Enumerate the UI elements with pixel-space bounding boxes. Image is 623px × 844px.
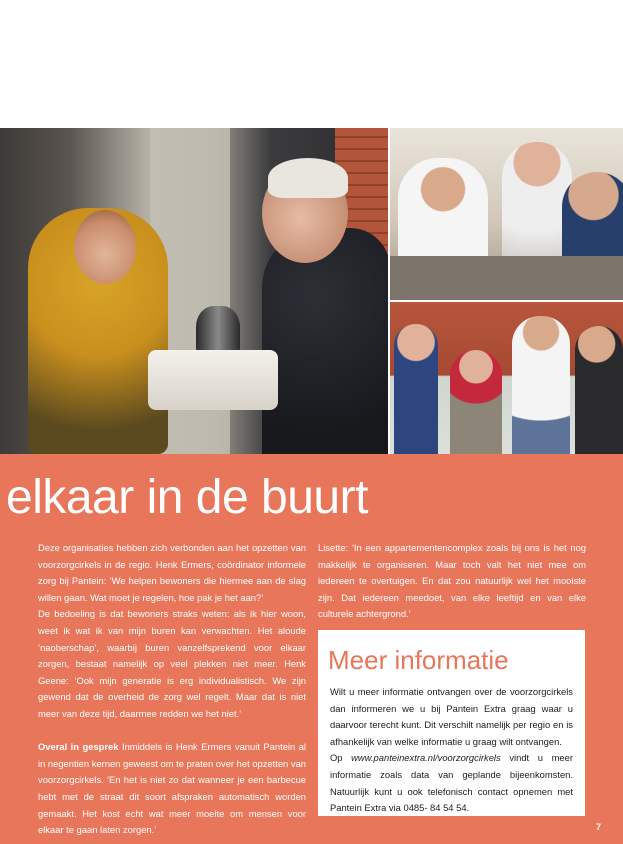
paragraph (38, 739, 306, 839)
serving-tray (148, 350, 278, 410)
photo-neighbours-at-door (0, 128, 388, 454)
man-hair (268, 158, 348, 198)
info-title: Meer informatie (328, 645, 509, 675)
table (390, 256, 623, 300)
article-column-right (318, 540, 586, 623)
page-number: 7 (596, 822, 602, 832)
info-box (318, 630, 585, 816)
photo-strip (0, 128, 623, 454)
paragraph: Lisette: ‘In een appartementencomplex zoals bij ons is het nog makkelijk te organiseren. Maar toch valt het niet mee om iedereen te overtuigen. En dat zou natuurlijk wel het mooiste zijn. Dat iedereen meedoet, van elke leeftijd en van elke culturele achtergrond.’ (318, 542, 586, 620)
photo-people-at-table (390, 128, 623, 300)
paragraph-body: Inmiddels is Henk Ermers vanuit Pantein al in negentien kernen geweest om te praten over het opzetten van voorzorgcirkels. ‘En het is niet zo dat wanneer je een barbecue hebt met de straat dit soort afspraken automatisch worden gemaakt. Het kost echt wat meer moeite om mensen voor elkaar te gaan laten zorgen.’ (38, 741, 306, 836)
person-black-jacket (575, 326, 623, 454)
person-red-scarf (450, 350, 502, 454)
info-text-prefix: Op (330, 752, 352, 764)
photo-group-outside (390, 302, 623, 454)
info-text (330, 750, 573, 816)
subheading: Overal in gesprek (38, 741, 119, 753)
paragraph: De bedoeling is dat bewoners straks weten: als ik hier woon, weet ik wat ik van mijn buren kan verwachten. Het aloude ‘naoberschap’, waarbij buren vanzelfsprekend voor elkaar zorgen, bestaat namelijk op veel plekken niet meer. Henk Geene: ‘Ook mijn generatie is erg individualistisch. We zijn gewend dat de overheid de zorg wel regelt. Maar dat is niet meer van deze tijd, daarmee redden we het niet.’ (38, 608, 306, 719)
article-column-left (38, 540, 306, 839)
man-figure (262, 228, 388, 454)
person-blue-jacket (394, 324, 438, 454)
info-text-suffix: vindt u meer informatie zoals data van geplande bijeenkomsten. Natuurlijk kunt u ook telefonisch contact opnemen met Pantein Extra via 0485- 84 54 54. (330, 752, 573, 814)
headline: elkaar in de buurt (6, 471, 368, 524)
person-white-shirt (512, 316, 570, 454)
info-text: Wilt u meer informatie ontvangen over de voorzorgcirkels dan informeren we u bij Pantein Extra graag waar u daarvoor terecht kunt. Dit verschilt namelijk per regio en is afhankelijk van welke informatie u graag wilt ontvangen. (330, 686, 573, 747)
paragraph: Deze organisaties hebben zich verbonden aan het opzetten van voorzorgcirkels in de regio. Henk Ermers, coördinator informele zorg bij Pantein: ‘We helpen bewoners die hiermee aan de slag willen gaan. Wat moet je regelen, hoe pak je het aan?’ (38, 542, 306, 603)
info-url-link[interactable]: www.panteinextra.nl/voorzorgcirkels (351, 752, 501, 764)
woman-head (74, 210, 136, 284)
